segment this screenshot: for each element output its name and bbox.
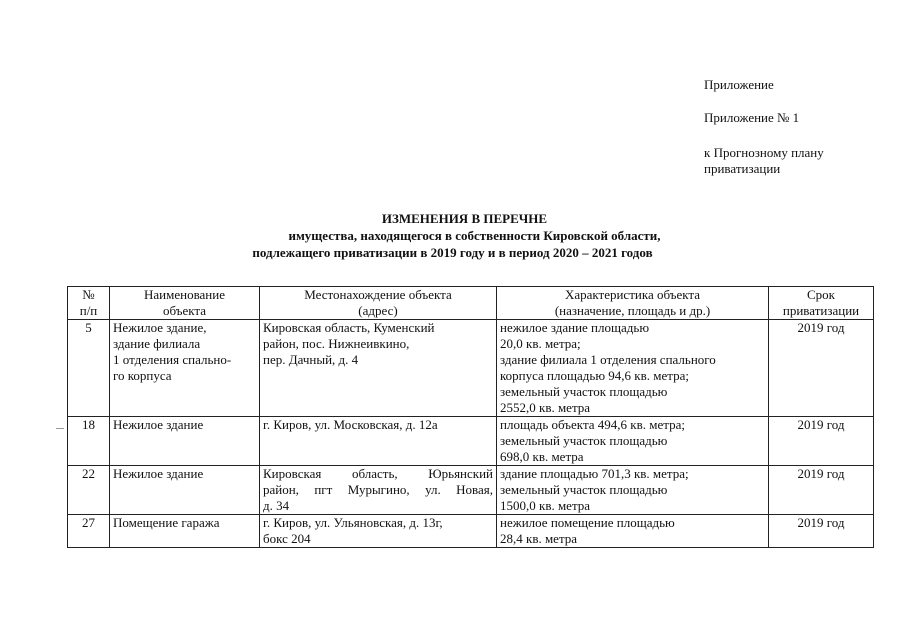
object-characteristics: здание площадью 701,3 кв. метра; земельный участок площадью 1500,0 кв. метра	[497, 466, 769, 515]
title-heading: ИЗМЕНЕНИЯ В ПЕРЕЧНЕ	[381, 211, 548, 226]
object-characteristics: площадь объекта 494,6 кв. метра; земельный участок площадью 698,0 кв. метра	[497, 417, 769, 466]
object-address: Кировская область, Юрьянский район, пгт Мурыгино, ул. Новая, д. 34	[260, 466, 497, 515]
object-name: Нежилое здание, здание филиала 1 отделения спально- го корпуса	[110, 320, 260, 417]
object-address: Кировская область, Куменский район, пос. Нижнеивкино, пер. Дачный, д. 4	[260, 320, 497, 417]
table-row	[68, 417, 874, 466]
object-characteristics: нежилое помещение площадью 28,4 кв. метра	[497, 515, 769, 548]
object-address: г. Киров, ул. Ульяновская, д. 13г, бокс 204	[260, 515, 497, 548]
table-row	[68, 466, 874, 515]
appendix-number: Приложение № 1	[704, 110, 800, 125]
header-name: Наименование объекта	[110, 287, 260, 320]
privatization-term: 2019 год	[769, 466, 874, 515]
header-term: Срок приватизации	[769, 287, 874, 320]
object-characteristics: нежилое здание площадью 20,0 кв. метра; здание филиала 1 отделения спального корпуса площадью 94,6 кв. метра; земельный участок площадью 2552,0 кв. метра	[497, 320, 769, 417]
appendix-label: Приложение	[704, 77, 774, 92]
privatization-term: 2019 год	[769, 320, 874, 417]
object-name: Нежилое здание	[110, 417, 260, 466]
object-name: Нежилое здание	[110, 466, 260, 515]
header-num: № п/п	[68, 287, 110, 320]
row-number: 27	[68, 515, 110, 548]
privatization-term: 2019 год	[769, 515, 874, 548]
title-subtitle-line1: имущества, находящегося в собственности Кировской области,	[288, 228, 661, 243]
object-address: г. Киров, ул. Московская, д. 12а	[260, 417, 497, 466]
header-address: Местонахождение объекта (адрес)	[260, 287, 497, 320]
table-row	[68, 515, 874, 548]
changes-table	[67, 286, 874, 548]
title-subtitle-line2: подлежащего приватизации в 2019 году и в период 2020 – 2021 годов	[252, 245, 653, 260]
table-header-row	[68, 287, 874, 320]
privatization-term: 2019 год	[769, 417, 874, 466]
table-row	[68, 320, 874, 417]
row-number: 5	[68, 320, 110, 417]
row-number: 18	[68, 417, 110, 466]
appendix-reference-line1: к Прогнозному плану	[704, 145, 824, 160]
row-number: 22	[68, 466, 110, 515]
header-characteristics: Характеристика объекта (назначение, площадь и др.)	[497, 287, 769, 320]
appendix-reference-line2: приватизации	[704, 161, 781, 176]
margin-mark	[56, 428, 64, 429]
object-name: Помещение гаража	[110, 515, 260, 548]
